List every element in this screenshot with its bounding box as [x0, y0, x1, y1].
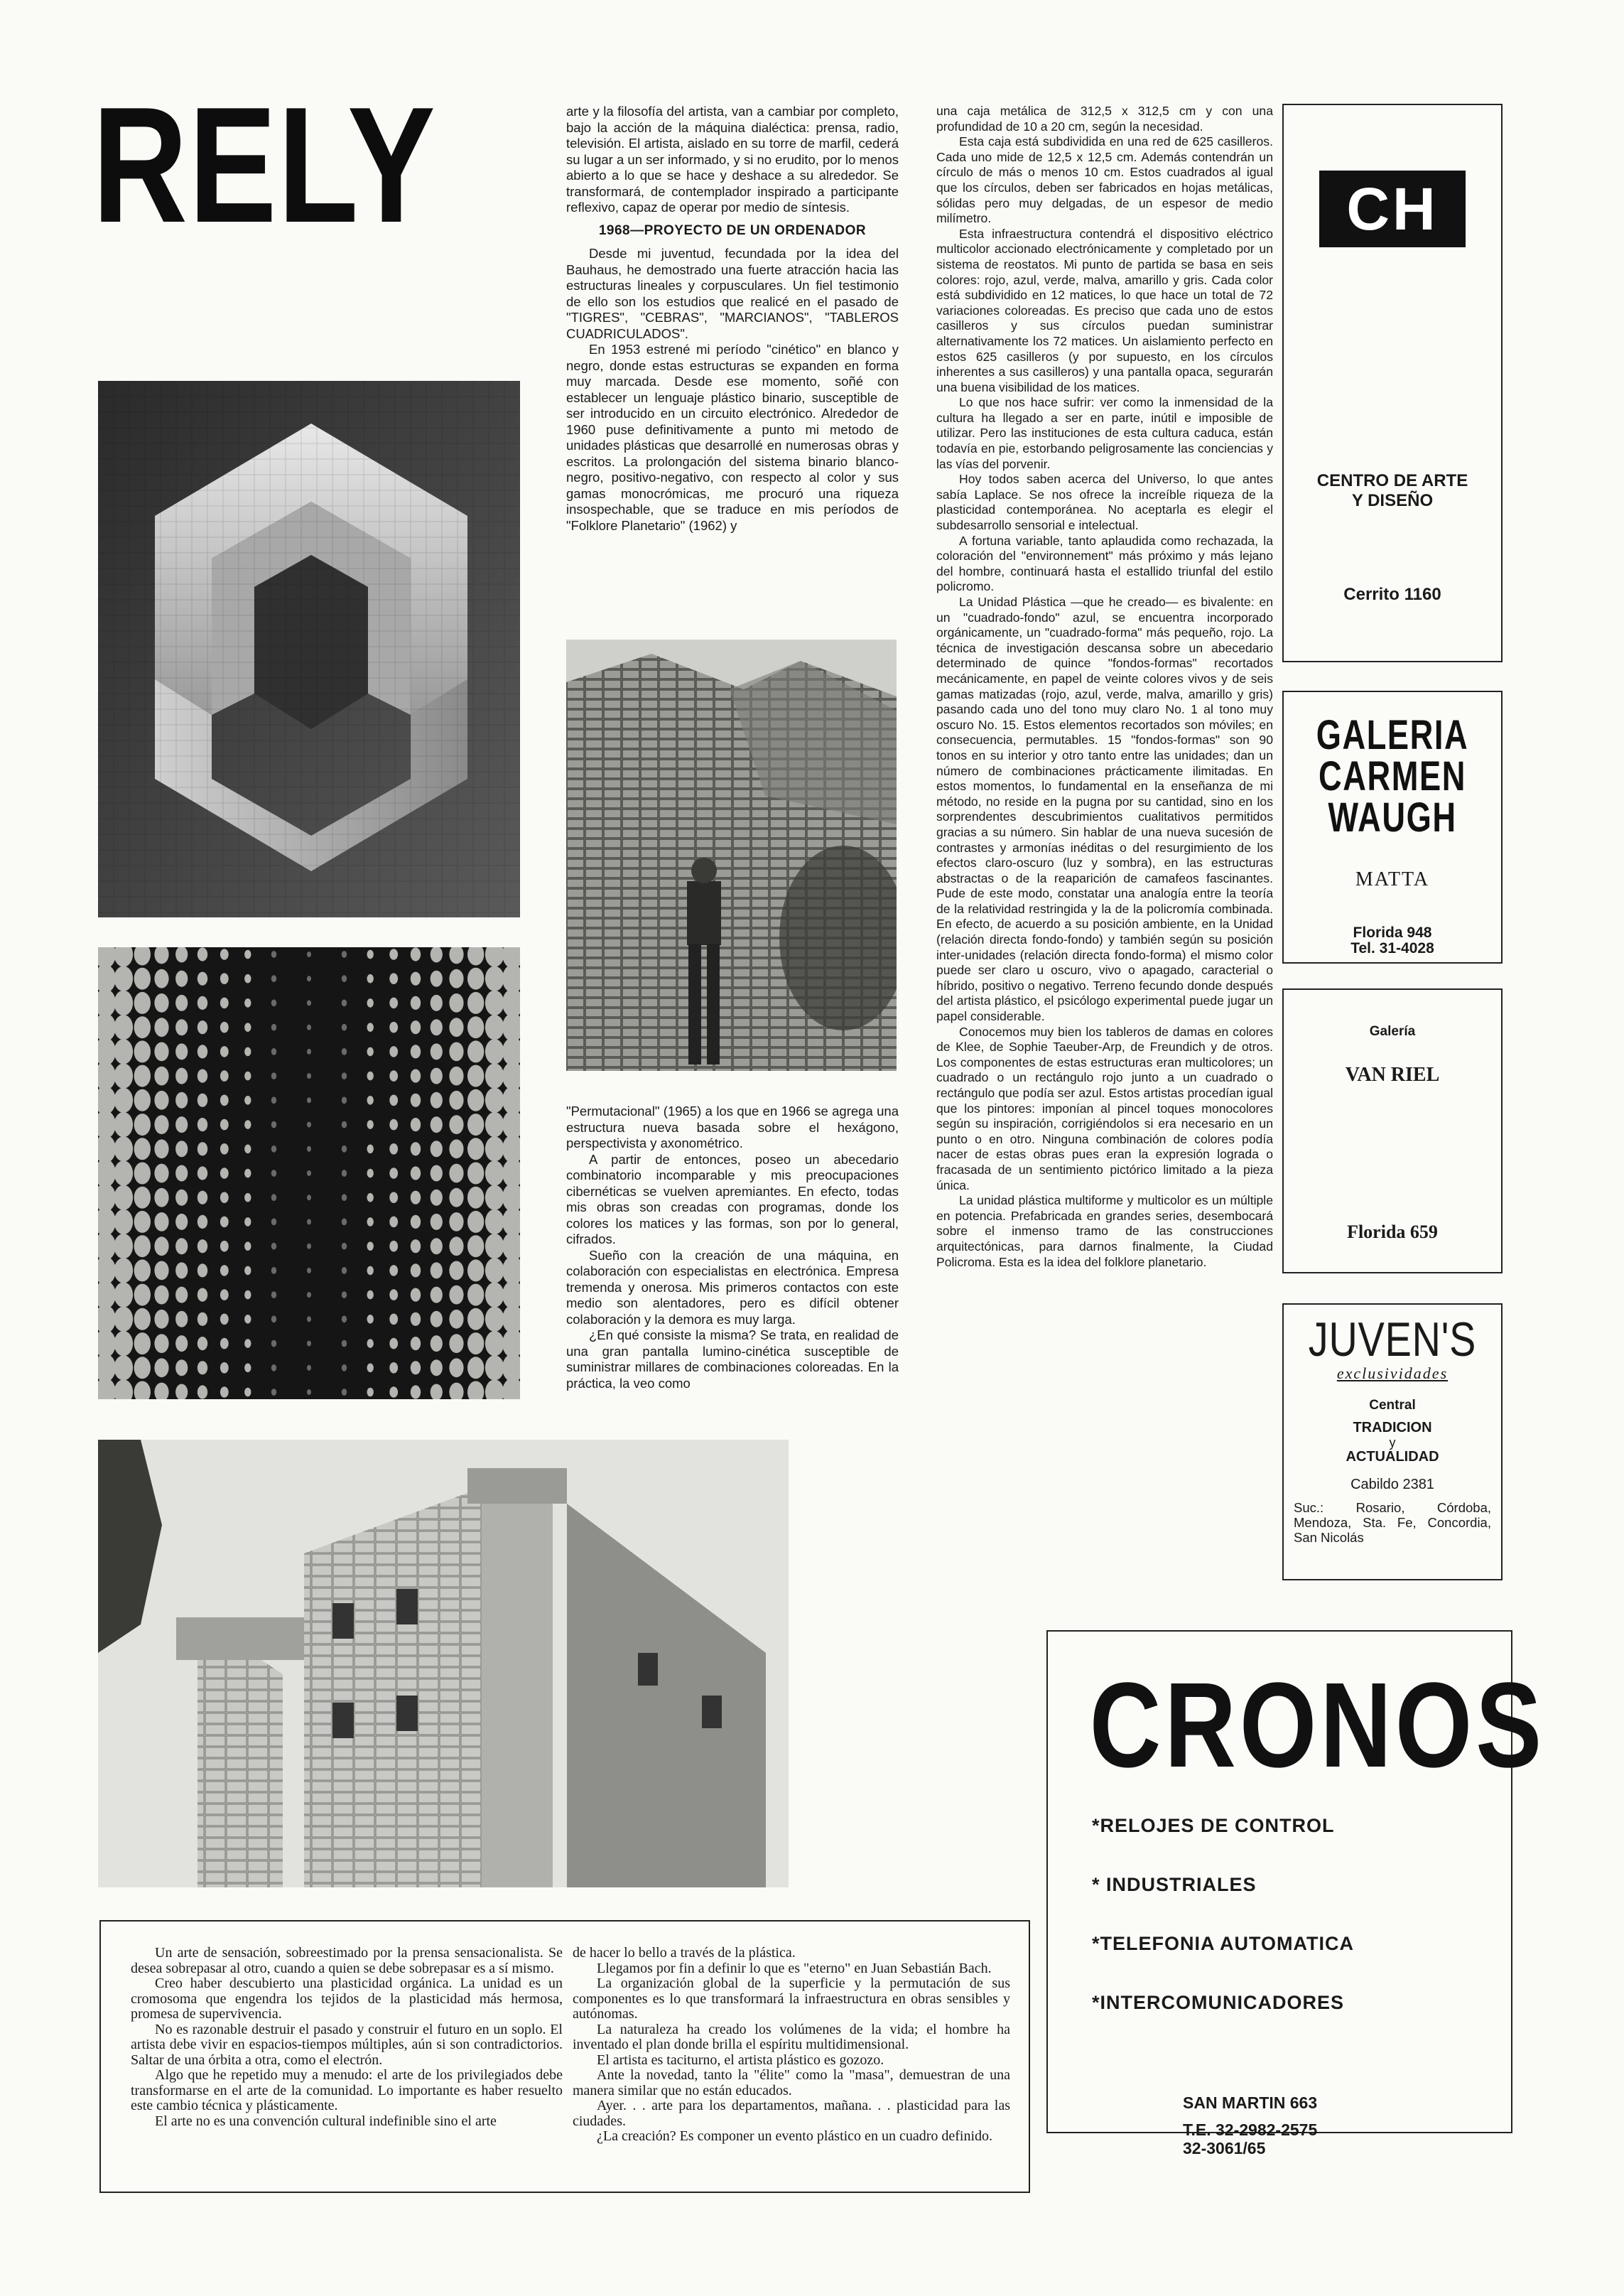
artist-photo — [566, 640, 897, 1071]
article-paragraph: arte y la filosofía del artista, van a cambiar por completo, bajo la acción de la máquina dialéctica: prensa, radio, televisión. El artista, aislado en su torre de marfil, cederá su lugar a un ser informado, y si no erudito, por lo menos abierto a lo que se hace y deshace a su alrededor. Se transformará, de contemplador inspirado a participante reflexivo, capaz de operar por medio de síntesis. — [566, 104, 899, 215]
quote-paragraph: Creo haber descubierto una plasticidad orgánica. La unidad es un cromosoma que engendra los tejidos de la plasticidad más hermosa, promesa de supervivencia. — [131, 1976, 563, 2022]
ad-text: Central — [1369, 1398, 1416, 1413]
article-paragraph: una caja metálica de 312,5 x 312,5 cm y con una profundidad de 10 a 20 cm, según la necesidad. — [936, 104, 1273, 134]
op-art-dots-image — [98, 947, 520, 1399]
ad-phone: 32-3061/65 — [1183, 2139, 1266, 2157]
article-paragraph: A partir de entonces, poseo un abecedario combinatorio incomparable y mis preocupaciones cibernéticas se vuelven apremiantes. En efecto, todas mis obras son creadas con programas, donde los colores los matices y las formas, son por lo general, cifrados. — [566, 1151, 899, 1246]
quote-paragraph: de hacer lo bello a través de la plástica. — [573, 1945, 796, 1961]
ad-text: ACTUALIDAD — [1346, 1449, 1439, 1465]
cronos-item: * INDUSTRIALES — [1092, 1874, 1257, 1895]
ad-name: CENTRO DE ARTE Y DISEÑO — [1316, 471, 1468, 510]
ad-galeria-carmen-waugh — [1282, 691, 1503, 964]
ad-address: Cabildo 2381 — [1350, 1477, 1434, 1492]
juvens-logo: JUVEN'S — [1308, 1313, 1477, 1367]
article-paragraph: Esta infraestructura contendrá el dispositivo eléctrico multicolor accionado electrónicamente y completado por un sistema de reostatos. Mi punto de partida se basa en seis colores: rojo, azul, verde, malva, amarillo y gris. Cada color está subdividido en 12 matices, lo que hace un total de 72 variaciones coloreadas. Es preciso que cada uno de estos casilleros y sus círculos puedan suministrar alternativamente los 72 matices. Un aislamiento perfecto en estos 625 casilleros (y por supuesto, en los círculos inherentes a sus casilleros) y una pantalla opaca, segurarán una buena visibilidad de los matices. — [936, 226, 1273, 394]
article-paragraph: ¿En qué consiste la misma? Se trata, en realidad de una gran pantalla lumino-cinética susceptible de suministrar millares de combinaciones coloreadas. En la práctica, la veo como — [566, 1327, 899, 1391]
article-paragraph: La Unidad Plástica —que he creado— es bivalente: en un "cuadrado-fondo" azul, se encuentra incorporado orgánicamente, un "cuadrado-forma" más pequeño, rojo. La técnica de investigación descansa sobre un abecedario determinado de quince "fondos-formas" recortados mecánicamente, en papel de veinte colores vivos y de seis gamas matizadas (rojo, azul, verde, malva, amarillo y gris) pasando cada uno del tono muy claro No. 1 al tono muy oscuro No. 15. Estos elementos recortados son móviles; en consecuencia, permutables. 15 "fondos-formas" son 90 tonos en su interior y otro tanto entre las unidades; dan un número de combinaciones prácticamente ilimitadas. En estos momentos, lo fundamental en la enseñanza de mi método, no reside en la pugna por su cantidad, sino en los sorprendentes descubrimientos cualitativos permitidos gracias a su número. Sin hablar de una nueva sucesión de contrastes y armonías inéditas o del resurgimiento de los efectos claro-oscuro (luz y sombra), en las estructuras abstractas o de la reaparición de camafeos fascinantes. Pude de este modo, constatar una analogía entre la teoría de la relatividad restringida y la de la policromía combinada. En efecto, de acuerdo a su posición ambiente, en la Unidad (relación directa fondo-fondo) y también según su posición inter-unidades (relación directa fondo-forma) el mismo color puede ser claro u oscuro, vivo o apagado, caracterial o híbrido, positivo o negativo. Terreno fecundo donde después del artista plástico, el psicólogo experimental puede jugar un papel considerable. — [936, 595, 1273, 1024]
article-paragraph: Hoy todos saben acerca del Universo, lo que antes sabía Laplace. Se nos ofrece la increíble riqueza de la plasticidad contemporánea. No aceptarla es elegir el subdesarrollo sensorial e intelectual. — [936, 472, 1273, 533]
ad-text: y — [1389, 1435, 1396, 1450]
quotes-box — [99, 1920, 1030, 2193]
quotes-column-left — [131, 1946, 563, 2129]
quotes-column-right — [573, 1946, 1010, 2145]
artist-name: MATTA — [1355, 868, 1430, 890]
op-art-hexagon-image — [98, 381, 520, 917]
quote-paragraph: Ayer. . . arte para los departamentos, mañana. . . plasticidad para las ciudades. — [573, 2098, 1010, 2129]
ad-centro-de-arte — [1282, 104, 1503, 662]
article-paragraph: La unidad plástica multiforme y multicolor es un múltiple en potencia. Prefabricada en grandes series, desembocará sobre el inmenso tramo de las construcciones arquitectónicas, para darnos finalmente, la Ciudad Policroma. Esta es la idea del folklore planetario. — [936, 1193, 1273, 1269]
cronos-item: *RELOJES DE CONTROL — [1092, 1815, 1335, 1836]
ad-galeria-van-riel — [1282, 988, 1503, 1273]
ad-cronos — [1046, 1630, 1546, 2157]
quote-paragraph: Llegamos por fin a definir lo que es "eterno" en Juan Sebastián Bach. — [597, 1960, 992, 1976]
article-paragraph: En 1953 estrené mi período "cinético" en blanco y negro, donde estas estructuras se expanden en forma muy marcada. Desde ese momento, soñé con establecer un lenguaje plástico binario, susceptible de ser introducido en un circuito electrónico. Alrededor de 1960 puse definitivamente a punto mi metodo de unidades plásticas que desarrollé en numerosas obras y escritos. La prolongación del sistema binario blanco-negro, positivo-negativo, con respecto al color y sus gamas monocrómicas, me procuró una riqueza insospechable, que se traduce en mis períodos de "Folklore Planetario" (1962) y — [566, 342, 899, 533]
quote-paragraph: Algo que he repetido muy a menudo: el arte de los privilegiados debe transformarse en el arte de la comunidad. Lo importante es haber resuelto este cambio técnica y plásticamente. — [131, 2067, 563, 2113]
ad-branches: Suc.: Rosario, Córdoba, Mendoza, Sta. Fe, Concordia, San Nicolás — [1294, 1500, 1491, 1545]
gallery-name-line: CARMEN — [1319, 753, 1466, 799]
section-heading: 1968—PROYECTO DE UN ORDENADOR — [598, 222, 867, 238]
ad-phone: T.E. 32-2982-2575 — [1183, 2120, 1318, 2139]
quote-paragraph: No es razonable destruir el pasado y construir el futuro en un soplo. El artista debe vivir en espacios-tiempos múltiples, aún si son contradictorios. Saltar de una órbita a otra, como el electrón. — [131, 2021, 563, 2068]
ad-address: SAN MARTIN 663 — [1183, 2093, 1318, 2112]
cronos-item: *TELEFONIA AUTOMATICA — [1092, 1933, 1354, 1954]
article-paragraph: Desde mi juventud, fecundada por la idea del Bauhaus, he demostrado una fuerte atracción hacia las estructuras lineales y corpusculares. Un fiel testimonio de ello son los estudios que realicé en el pasado de "TIGRES", "CEBRAS", "MARCIANOS", "TABLEROS CUADRICULADOS". — [566, 246, 899, 341]
quote-paragraph: El artista es taciturno, el artista plástico es gozozo. — [597, 2052, 884, 2068]
article-column-1-continued — [566, 1104, 899, 1391]
article-paragraph: Lo que nos hace sufrir: ver como la inmensidad de la cultura ha llegado a ser en parte, inútil e imposible de utilizar. Pero las instituciones de esta cultura caduca, están todavía en pie, estorbando peligrosamente las conciencias y las vías del porvenir. — [936, 395, 1273, 471]
ad-label: Galería — [1369, 1024, 1416, 1039]
ad-address: Cerrito 1160 — [1343, 585, 1441, 604]
cronos-logo: CRONOS — [1089, 1658, 1546, 1793]
ad-address: Florida 659 — [1347, 1222, 1438, 1242]
gallery-name: VAN RIEL — [1345, 1064, 1440, 1086]
article-paragraph: Conocemos muy bien los tableros de damas en colores de Klee, de Sophie Taeuber-Arp, de Freundich y de otros. Los componentes de estas estructuras eran multicolores; un cuadrado o un rectángulo rojo junto a un cuadrado o rectángulo que podía ser azul. Estos artistas procedían igual que los pintores: imponían al pincel toques monocolores según su inspiración, corrigiéndolos si era necesario en un punto o en otro. Ninguna combinación de colores podía nacer de estas obras pues eran la expresión lograda o fracasada de un sentimiento pictórico limitado a la pieza única. — [936, 1024, 1273, 1192]
cronos-item: *INTERCOMUNICADORES — [1092, 1992, 1345, 2013]
page-title: RELY — [92, 73, 437, 257]
ad-phone: Tel. 31-4028 — [1350, 940, 1434, 956]
article-paragraph: "Permutacional" (1965) a los que en 1966 se agrega una estructura nueva basada sobre el hexágono, perspectivista y axonométrico. — [566, 1104, 899, 1150]
castle-photo — [98, 1440, 789, 1887]
article-paragraph: Esta caja está subdividida en una red de 625 casilleros. Cada uno mide de 12,5 x 12,5 cm. Además contendrán un círculo de más o menos 10 cm. Estos cuadrados al igual que los círculos, deben ser fabricados en hojas metálicas, sólidas pero muy delgadas, de un espesor de medio milímetro. — [936, 134, 1273, 226]
ad-address: Florida 948 — [1353, 925, 1432, 941]
article-paragraph: Sueño con la creación de una máquina, en colaboración con especialistas en electrónica. Empresa tremenda y onerosa. Mis primeros contactos con este medio son alentadores, pero es difícil obtener colaboración y la demora es muy larga. — [566, 1247, 899, 1327]
gallery-name-line: GALERIA — [1316, 712, 1469, 758]
quote-paragraph: Un arte de sensación, sobreestimado por la prensa sensacionalista. Se desea sobrepasar al otro, cuando a quien se debe sobrepasar es a sí mismo. — [131, 1945, 563, 1976]
quote-paragraph: Ante la novedad, tanto la "élite" como la "masa", demuestran de una manera similar que no están educados. — [573, 2067, 1010, 2098]
article-paragraph: A fortuna variable, tanto aplaudida como rechazada, la coloración del "environnement" más próximo y más lejano del hombre, continuará hasta el estallido triunfal del estilo policromo. — [936, 533, 1273, 594]
article-column-2 — [936, 104, 1273, 1270]
ad-text: TRADICION — [1353, 1420, 1432, 1435]
quote-paragraph: El arte no es una convención cultural indefinible sino el arte — [155, 2113, 497, 2129]
quote-paragraph: ¿La creación? Es componer un evento plástico en un cuadro definido. — [597, 2128, 993, 2144]
article-column-1 — [566, 104, 899, 534]
ad-juvens — [1282, 1303, 1503, 1580]
ch-logo: CH — [1319, 171, 1466, 247]
quote-paragraph: La naturaleza ha creado los volúmenes de la vida; el hombre ha inventado el plan donde brilla el espíritu multidimensional. — [573, 2021, 1010, 2052]
quote-paragraph: La organización global de la superficie y la permutación de sus componentes es lo que transformará la infraestructura en obras sensibles y autónomas. — [573, 1976, 1010, 2022]
gallery-name-line: WAUGH — [1328, 794, 1457, 841]
juvens-tagline: exclusividades — [1336, 1364, 1449, 1382]
